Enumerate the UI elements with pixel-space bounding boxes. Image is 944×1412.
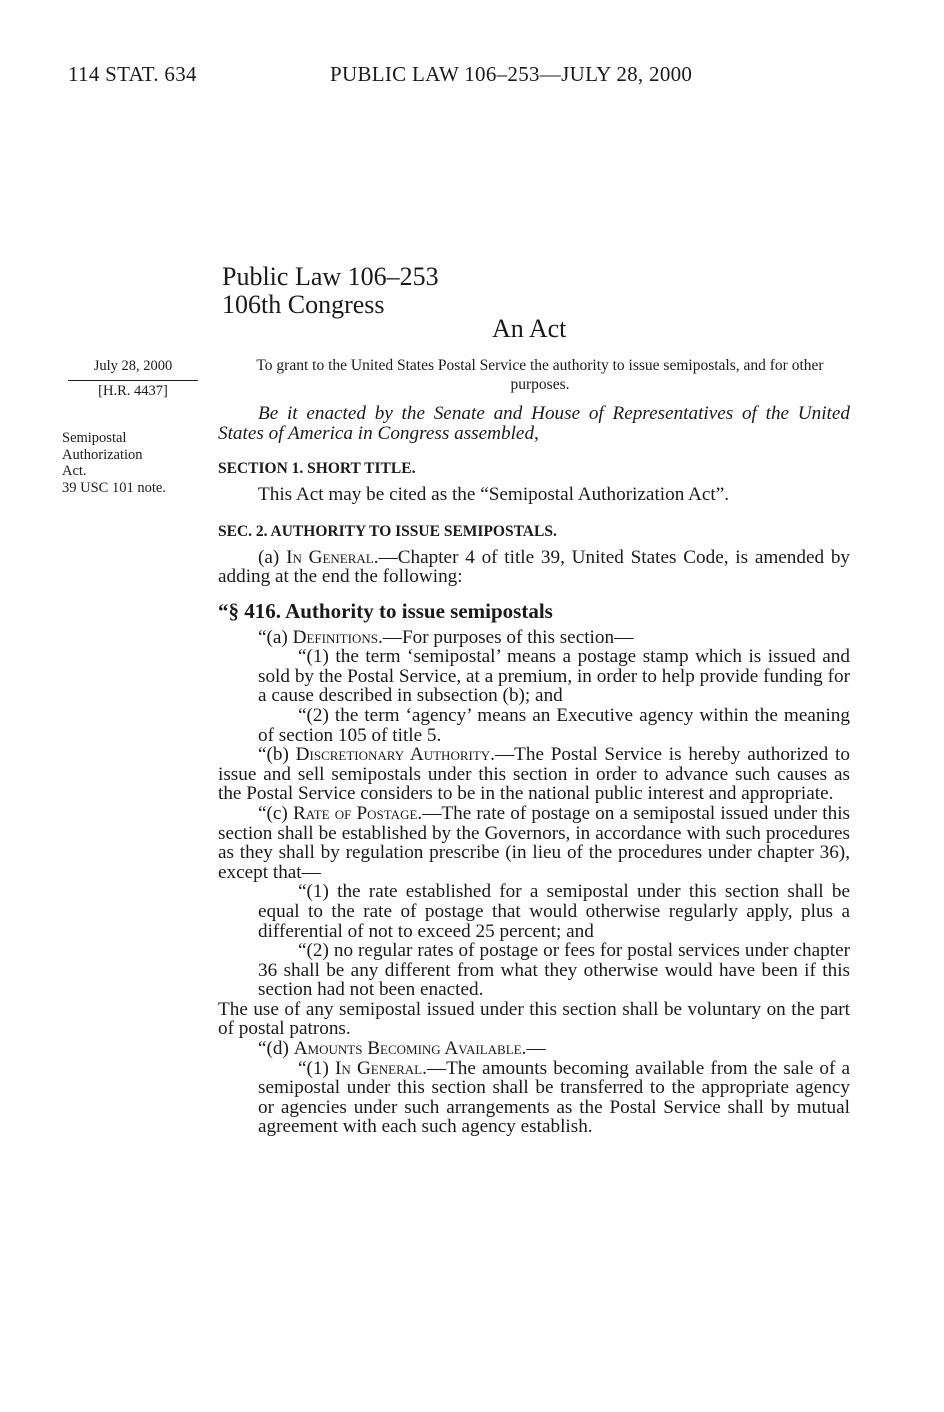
paragraph-d1-label: “(1) — [298, 1057, 336, 1079]
enacting-clause: Be it enacted by the Senate and House of Representatives of the United States of America in Congress assembled, — [218, 403, 850, 444]
margin-date: July 28, 2000 — [93, 358, 173, 374]
paragraph-d1 — [218, 1059, 850, 1137]
act-body — [218, 404, 850, 443]
margin-bill-number: [H.R. 4437] — [68, 380, 198, 400]
paragraph-c1: “(1) the rate established for a semipostal under this section shall be equal to the rate of postage that would otherwise regularly apply, plus a differential of not to exceed 25 percent; and — [258, 881, 850, 942]
paragraph-a1: “(1) the term ‘semipostal’ means a postage stamp which is issued and sold by the Postal Service, at a premium, in order to help provide funding for a cause described in subsection (b); and — [258, 646, 850, 707]
section-2a-caption: In General — [286, 546, 374, 568]
section-2a-text: .—Chapter 4 of title 39, United States Code, is amended by adding at the end the following: — [218, 546, 851, 588]
subsection-d-caption: Amounts Becoming Available — [293, 1038, 522, 1060]
subsection-c-label: “(c) — [258, 802, 293, 824]
paragraph-d1-text: .—The amounts becoming available from the sale of a semipostal under this section shall be transferred to the appropriate agency or agencies under such arrangements as the Postal Service shall by mutual agreement with each such agency establish. — [258, 1057, 850, 1138]
section-2a-label: (a) — [258, 546, 287, 568]
congress-number: 106th Congress — [222, 290, 385, 319]
margin-usc-citation: 39 USC 101 note. — [62, 479, 166, 496]
subsection-c-caption: Rate of Postage — [292, 802, 418, 824]
subsection-d — [218, 1039, 850, 1059]
subsection-d-label: “(d) — [258, 1038, 294, 1060]
subsection-d-text: .— — [521, 1038, 546, 1060]
act-heading: An Act — [492, 314, 567, 343]
margin-short-title-line-1: Semipostal — [62, 430, 127, 446]
subsection-a — [218, 628, 850, 648]
section-416 — [218, 599, 851, 1138]
paragraph-a2: “(2) the term ‘agency’ means an Executive agency within the meaning of section 105 of title 5. — [258, 704, 850, 746]
page-number: 114 STAT. 634 — [68, 62, 197, 86]
subsection-c-text: .—The rate of postage on a semipostal issued under this section shall be established by the Governors, in accordance with such procedures as they shall by regulation prescribe (in lieu of the procedures under chapter 36), except that— — [218, 802, 851, 883]
section-2a — [218, 548, 850, 587]
margin-short-title-line-3: Act. — [62, 463, 87, 479]
act-purpose: To grant to the United States Postal Service the authority to issue semipostals, and for other purposes. — [256, 357, 824, 393]
subsection-b — [218, 745, 850, 804]
section-416-heading: “§ 416. Authority to issue semipostals — [218, 599, 553, 623]
subsection-a-caption: Definitions — [292, 626, 378, 648]
margin-short-title-line-2: Authorization — [62, 446, 143, 463]
subsection-c-closing: The use of any semipostal issued under this section shall be voluntary on the part of postal patrons. — [218, 998, 850, 1040]
section-1-text: This Act may be cited as the “Semipostal Authorization Act”. — [258, 483, 730, 505]
section-2-heading: SEC. 2. AUTHORITY TO ISSUE SEMIPOSTALS. — [218, 523, 557, 540]
law-number: Public Law 106–253 — [222, 262, 439, 291]
margin-short-title — [62, 430, 212, 496]
running-head: PUBLIC LAW 106–253—JULY 28, 2000 — [330, 62, 693, 86]
section-1-heading: SECTION 1. SHORT TITLE. — [218, 460, 416, 477]
section-2 — [218, 522, 850, 587]
subsection-b-caption: Discretionary Authority — [295, 744, 491, 766]
paragraph-c2: “(2) no regular rates of postage or fees for postal services under chapter 36 shall be any different from what they otherwise would have been if this section had not been enacted. — [258, 940, 850, 1001]
subsection-c — [218, 804, 850, 882]
section-1 — [218, 459, 850, 504]
subsection-b-text: .—The Postal Service is hereby authorized to issue and sell semipostals under this section in order to advance such causes as the Postal Service considers to be in the national public interest and appropriate. — [218, 744, 850, 805]
subsection-a-text: .—For purposes of this section— — [377, 626, 634, 648]
subsection-a-label: “(a) — [258, 626, 293, 648]
paragraph-d1-caption: In General — [335, 1057, 423, 1079]
subsection-b-label: “(b) — [258, 744, 296, 766]
